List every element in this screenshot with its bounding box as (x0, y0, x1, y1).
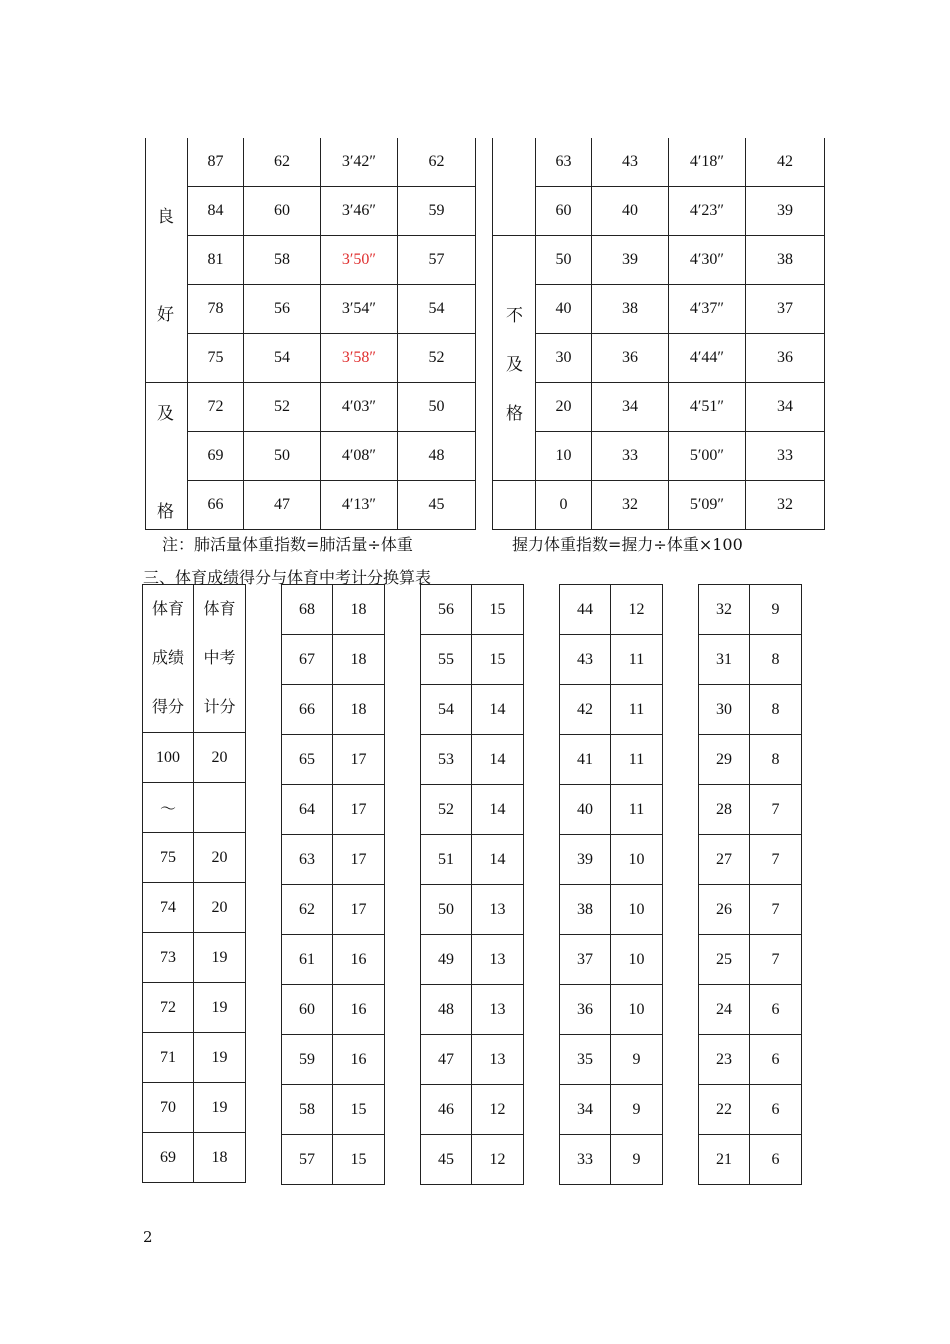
table-cell: 40 (592, 187, 669, 236)
category-label-char: 不 (506, 306, 523, 326)
table-cell: 32 (746, 481, 825, 530)
table-cell: 52 (421, 785, 472, 835)
category-label-char: 格 (157, 502, 174, 522)
category-label-char: 格 (506, 404, 523, 424)
table-cell: 63 (536, 138, 592, 187)
table-cell: 22 (699, 1085, 750, 1135)
table-cell: 45 (421, 1135, 472, 1185)
table-cell: 59 (398, 187, 476, 236)
table-cell: 72 (143, 983, 194, 1033)
table-cell: 49 (421, 935, 472, 985)
table-cell: 18 (333, 685, 385, 735)
table-cell: 14 (472, 835, 524, 885)
conversion-table-2 (420, 584, 524, 1185)
table-cell: 42 (560, 685, 611, 735)
table-cell: 66 (282, 685, 333, 735)
table-cell: 43 (560, 635, 611, 685)
table-cell: 75 (188, 334, 244, 383)
table-cell: 4′30″ (669, 236, 746, 285)
table-cell: 64 (282, 785, 333, 835)
table-cell: 12 (472, 1085, 524, 1135)
conversion-table-4 (698, 584, 802, 1185)
table-cell: 61 (282, 935, 333, 985)
header-text: 得分 (151, 699, 184, 716)
table-cell: 16 (333, 1035, 385, 1085)
header-text: 计分 (203, 699, 236, 716)
table-cell: 9 (611, 1035, 663, 1085)
table-cell: 3′42″ (321, 138, 398, 187)
table-cell: 19 (194, 1033, 246, 1083)
table-cell: 8 (750, 685, 802, 735)
table-cell: 23 (699, 1035, 750, 1085)
table-cell: 9 (611, 1135, 663, 1185)
table-cell: 68 (282, 585, 333, 635)
table-cell: 54 (244, 334, 321, 383)
table-cell: 4′23″ (669, 187, 746, 236)
table-cell: 38 (592, 285, 669, 334)
table-cell: 36 (746, 334, 825, 383)
table-cell: 16 (333, 985, 385, 1035)
category-cell-good (146, 138, 188, 383)
table-cell: 55 (421, 635, 472, 685)
table-cell: 37 (560, 935, 611, 985)
table-cell: 44 (560, 585, 611, 635)
table-cell: 70 (143, 1083, 194, 1133)
category-label-char: 好 (157, 305, 174, 325)
table-cell: 18 (194, 1133, 246, 1183)
table-cell: 16 (333, 935, 385, 985)
table-cell: 87 (188, 138, 244, 187)
table-cell: 6 (750, 1035, 802, 1085)
table-cell: 53 (421, 735, 472, 785)
section-title: 三、体育成绩得分与体育中考计分换算表 (143, 568, 432, 587)
table-cell: 4′37″ (669, 285, 746, 334)
table-cell: 58 (282, 1085, 333, 1135)
table-cell: 5′00″ (669, 432, 746, 481)
table-cell: 13 (472, 935, 524, 985)
table-cell: 12 (611, 585, 663, 635)
table-cell: 63 (282, 835, 333, 885)
table-cell: 39 (592, 236, 669, 285)
table-cell: 19 (194, 1083, 246, 1133)
table-cell: ～ (143, 783, 194, 833)
table-cell: 58 (244, 236, 321, 285)
table-cell (194, 783, 246, 833)
table-cell: 10 (611, 835, 663, 885)
table-cell: 3′46″ (321, 187, 398, 236)
table-cell: 34 (560, 1085, 611, 1135)
table-cell: 50 (421, 885, 472, 935)
table-cell: 11 (611, 735, 663, 785)
table-cell: 32 (592, 481, 669, 530)
category-label-char: 及 (506, 355, 523, 375)
table-cell: 60 (536, 187, 592, 236)
table-cell: 73 (143, 933, 194, 983)
table-cell: 60 (244, 187, 321, 236)
table-cell: 36 (560, 985, 611, 1035)
header-cell-exam-score (194, 585, 246, 733)
table-cell: 65 (282, 735, 333, 785)
table-cell: 25 (699, 935, 750, 985)
table-cell: 56 (421, 585, 472, 635)
table-cell: 35 (560, 1035, 611, 1085)
table-cell: 57 (282, 1135, 333, 1185)
table-cell: 33 (746, 432, 825, 481)
table-cell: 71 (143, 1033, 194, 1083)
table-cell: 48 (421, 985, 472, 1035)
conversion-table-0 (142, 584, 246, 1183)
table-cell-highlighted: 3′50″ (321, 236, 398, 285)
header-text: 体育 (151, 601, 184, 618)
table-cell: 50 (244, 432, 321, 481)
table-cell: 11 (611, 685, 663, 735)
table-cell: 60 (282, 985, 333, 1035)
table-cell: 84 (188, 187, 244, 236)
table-cell: 10 (611, 985, 663, 1035)
table-cell: 40 (536, 285, 592, 334)
table-cell: 62 (282, 885, 333, 935)
table-cell: 48 (398, 432, 476, 481)
table-cell: 45 (398, 481, 476, 530)
table-cell: 20 (536, 383, 592, 432)
table-cell: 0 (536, 481, 592, 530)
table-cell: 67 (282, 635, 333, 685)
table-cell: 20 (194, 733, 246, 783)
table-cell: 29 (699, 735, 750, 785)
table-cell: 4′18″ (669, 138, 746, 187)
table-cell: 17 (333, 885, 385, 935)
table-cell: 56 (244, 285, 321, 334)
table-cell: 18 (333, 635, 385, 685)
conversion-table-3 (559, 584, 663, 1185)
table-cell: 19 (194, 983, 246, 1033)
table-cell: 13 (472, 1035, 524, 1085)
header-text: 体育 (203, 601, 236, 618)
table-cell: 50 (398, 383, 476, 432)
table-cell: 75 (143, 833, 194, 883)
table-cell: 40 (560, 785, 611, 835)
table-cell: 10 (611, 885, 663, 935)
table-cell: 39 (746, 187, 825, 236)
table-cell: 57 (398, 236, 476, 285)
table-cell: 38 (746, 236, 825, 285)
table-cell: 41 (560, 735, 611, 785)
table-cell: 4′51″ (669, 383, 746, 432)
table-cell: 54 (421, 685, 472, 735)
table-cell: 51 (421, 835, 472, 885)
left-score-table (145, 138, 476, 530)
table-cell: 38 (560, 885, 611, 935)
category-cell-empty (493, 481, 536, 530)
table-cell: 72 (188, 383, 244, 432)
table-cell: 15 (333, 1135, 385, 1185)
table-cell: 13 (472, 985, 524, 1035)
note-lung-index: 注：肺活量体重指数=肺活量÷体重 (162, 535, 413, 554)
table-cell: 39 (560, 835, 611, 885)
table-cell: 10 (536, 432, 592, 481)
table-cell: 6 (750, 985, 802, 1035)
table-cell: 14 (472, 785, 524, 835)
table-cell: 42 (746, 138, 825, 187)
table-cell: 17 (333, 735, 385, 785)
table-cell: 17 (333, 785, 385, 835)
table-cell: 7 (750, 885, 802, 935)
table-cell: 9 (611, 1085, 663, 1135)
table-cell: 3′54″ (321, 285, 398, 334)
table-cell: 15 (333, 1085, 385, 1135)
table-cell: 47 (421, 1035, 472, 1085)
table-cell: 66 (188, 481, 244, 530)
table-cell: 33 (592, 432, 669, 481)
header-text: 成绩 (151, 650, 184, 667)
table-cell: 32 (699, 585, 750, 635)
table-cell: 13 (472, 885, 524, 935)
table-cell: 15 (472, 585, 524, 635)
table-cell: 5′09″ (669, 481, 746, 530)
table-cell: 37 (746, 285, 825, 334)
table-cell: 14 (472, 685, 524, 735)
table-cell: 78 (188, 285, 244, 334)
table-cell: 69 (143, 1133, 194, 1183)
table-cell: 6 (750, 1085, 802, 1135)
table-cell: 15 (472, 635, 524, 685)
table-cell: 4′44″ (669, 334, 746, 383)
table-cell: 7 (750, 785, 802, 835)
table-cell: 50 (536, 236, 592, 285)
table-cell: 8 (750, 735, 802, 785)
table-cell: 24 (699, 985, 750, 1035)
table-cell: 26 (699, 885, 750, 935)
table-cell: 18 (333, 585, 385, 635)
table-cell: 30 (699, 685, 750, 735)
header-cell-score (143, 585, 194, 733)
table-cell: 4′03″ (321, 383, 398, 432)
conversion-table-1 (281, 584, 385, 1185)
table-cell: 20 (194, 833, 246, 883)
table-cell: 11 (611, 785, 663, 835)
table-cell: 30 (536, 334, 592, 383)
table-cell: 34 (592, 383, 669, 432)
table-cell: 4′08″ (321, 432, 398, 481)
header-text: 中考 (203, 650, 236, 667)
table-cell: 36 (592, 334, 669, 383)
table-cell: 7 (750, 835, 802, 885)
table-cell: 54 (398, 285, 476, 334)
table-cell: 31 (699, 635, 750, 685)
table-cell: 20 (194, 883, 246, 933)
category-label-char: 及 (157, 404, 174, 424)
table-cell: 34 (746, 383, 825, 432)
table-cell: 62 (244, 138, 321, 187)
table-cell: 6 (750, 1135, 802, 1185)
table-cell: 52 (244, 383, 321, 432)
table-cell: 12 (472, 1135, 524, 1185)
table-cell: 19 (194, 933, 246, 983)
table-cell: 9 (750, 585, 802, 635)
table-cell: 74 (143, 883, 194, 933)
table-cell: 11 (611, 635, 663, 685)
category-label-char: 良 (157, 207, 174, 227)
table-cell: 43 (592, 138, 669, 187)
table-cell: 33 (560, 1135, 611, 1185)
page-number: 2 (143, 1228, 153, 1246)
table-cell: 4′13″ (321, 481, 398, 530)
table-cell: 10 (611, 935, 663, 985)
table-cell: 7 (750, 935, 802, 985)
table-cell: 46 (421, 1085, 472, 1135)
table-cell: 69 (188, 432, 244, 481)
note-grip-index: 握力体重指数=握力÷体重×100 (512, 535, 743, 554)
table-cell-highlighted: 3′58″ (321, 334, 398, 383)
table-cell: 47 (244, 481, 321, 530)
table-cell: 8 (750, 635, 802, 685)
table-cell: 81 (188, 236, 244, 285)
table-cell: 59 (282, 1035, 333, 1085)
right-score-table (492, 138, 825, 530)
table-cell: 62 (398, 138, 476, 187)
table-cell: 21 (699, 1135, 750, 1185)
table-cell: 27 (699, 835, 750, 885)
table-cell: 100 (143, 733, 194, 783)
table-cell: 52 (398, 334, 476, 383)
table-cell: 28 (699, 785, 750, 835)
category-cell-empty (493, 138, 536, 236)
table-cell: 17 (333, 835, 385, 885)
table-cell: 14 (472, 735, 524, 785)
